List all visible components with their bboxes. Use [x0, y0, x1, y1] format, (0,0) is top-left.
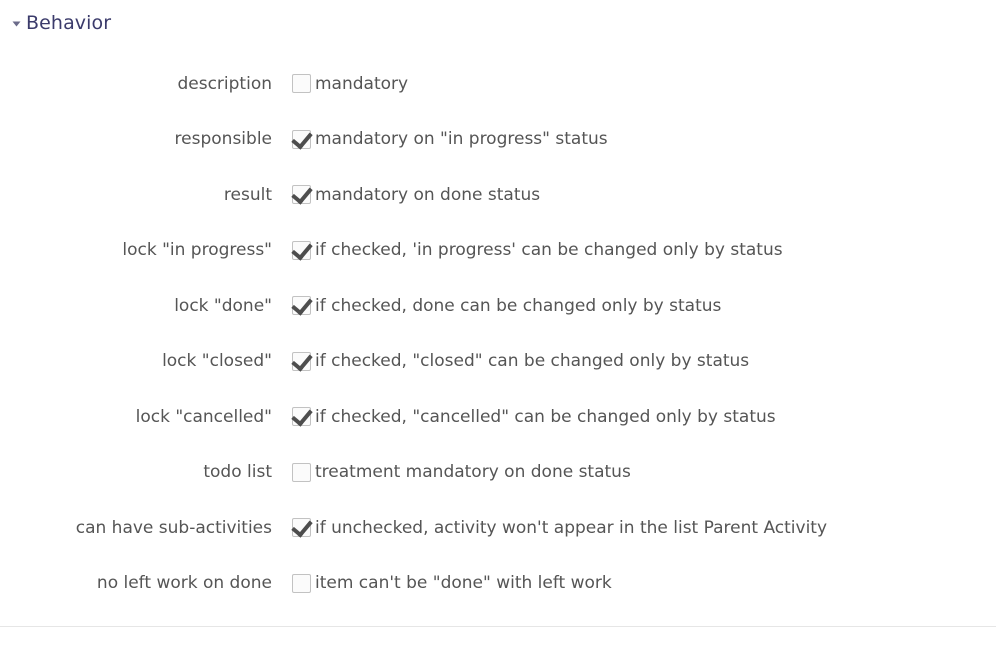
checkbox-description-responsible: mandatory on "in progress" status [315, 129, 608, 150]
checkbox-description-can-have-sub-activities: if unchecked, activity won't appear in the list Parent Activity [315, 517, 828, 538]
checkbox-wrapper-responsible[interactable] [286, 130, 316, 149]
checkbox-description[interactable] [292, 74, 311, 93]
setting-label-responsible: responsible [174, 129, 272, 150]
setting-label-can-have-sub-activities: can have sub-activities [75, 517, 272, 538]
checkbox-wrapper-description[interactable] [286, 74, 316, 93]
setting-row-no-left-work-on-done [0, 556, 996, 612]
setting-label-description: description [177, 73, 272, 94]
setting-label-lock-in-progress: lock "in progress" [122, 240, 272, 261]
checkbox-lock-cancelled[interactable] [292, 407, 311, 426]
setting-row-todo-list [0, 445, 996, 501]
checkbox-wrapper-lock-cancelled[interactable] [286, 407, 316, 426]
checkbox-wrapper-todo-list[interactable] [286, 463, 316, 482]
checkbox-description-lock-closed: if checked, "closed" can be changed only by status [315, 351, 750, 372]
setting-label-no-left-work-on-done: no left work on done [96, 573, 272, 594]
checkbox-lock-done[interactable] [292, 296, 311, 315]
setting-row-result [0, 167, 996, 223]
checkbox-description-result: mandatory on done status [315, 184, 541, 205]
checkbox-wrapper-lock-done[interactable] [286, 296, 316, 315]
triangle-down-icon[interactable] [13, 22, 21, 27]
setting-label-todo-list: todo list [203, 462, 272, 483]
setting-label-lock-closed: lock "closed" [162, 351, 272, 372]
checkbox-result[interactable] [292, 185, 311, 204]
checkbox-description-todo-list: treatment mandatory on done status [315, 462, 631, 483]
checkbox-description-lock-cancelled: if checked, "cancelled" can be changed only by status [315, 406, 776, 427]
setting-row-description [0, 56, 996, 112]
checkbox-description-lock-in-progress: if checked, 'in progress' can be changed only by status [315, 240, 783, 261]
behavior-settings-list [0, 56, 996, 611]
checkbox-no-left-work-on-done[interactable] [292, 574, 311, 593]
setting-row-lock-cancelled [0, 389, 996, 445]
setting-row-lock-done [0, 278, 996, 334]
checkbox-wrapper-no-left-work-on-done[interactable] [286, 574, 316, 593]
behavior-section-header[interactable] [0, 0, 996, 38]
checkbox-description-description: mandatory [315, 73, 409, 94]
setting-row-lock-in-progress [0, 223, 996, 279]
checkbox-lock-closed[interactable] [292, 352, 311, 371]
checkbox-todo-list[interactable] [292, 463, 311, 482]
checkbox-wrapper-lock-in-progress[interactable] [286, 241, 316, 260]
checkbox-wrapper-result[interactable] [286, 185, 316, 204]
setting-label-lock-cancelled: lock "cancelled" [135, 406, 272, 427]
checkbox-can-have-sub-activities[interactable] [292, 518, 311, 537]
setting-row-responsible [0, 112, 996, 168]
checkbox-responsible[interactable] [292, 130, 311, 149]
page-title: Behavior [26, 12, 112, 34]
checkbox-wrapper-can-have-sub-activities[interactable] [286, 518, 316, 537]
checkbox-wrapper-lock-closed[interactable] [286, 352, 316, 371]
setting-label-lock-done: lock "done" [174, 295, 272, 316]
section-divider [0, 626, 996, 627]
setting-row-can-have-sub-activities [0, 500, 996, 556]
setting-row-lock-closed [0, 334, 996, 390]
checkbox-description-lock-done: if checked, done can be changed only by status [315, 295, 722, 316]
setting-label-result: result [223, 184, 272, 205]
checkbox-description-no-left-work-on-done: item can't be "done" with left work [315, 573, 612, 594]
checkbox-lock-in-progress[interactable] [292, 241, 311, 260]
